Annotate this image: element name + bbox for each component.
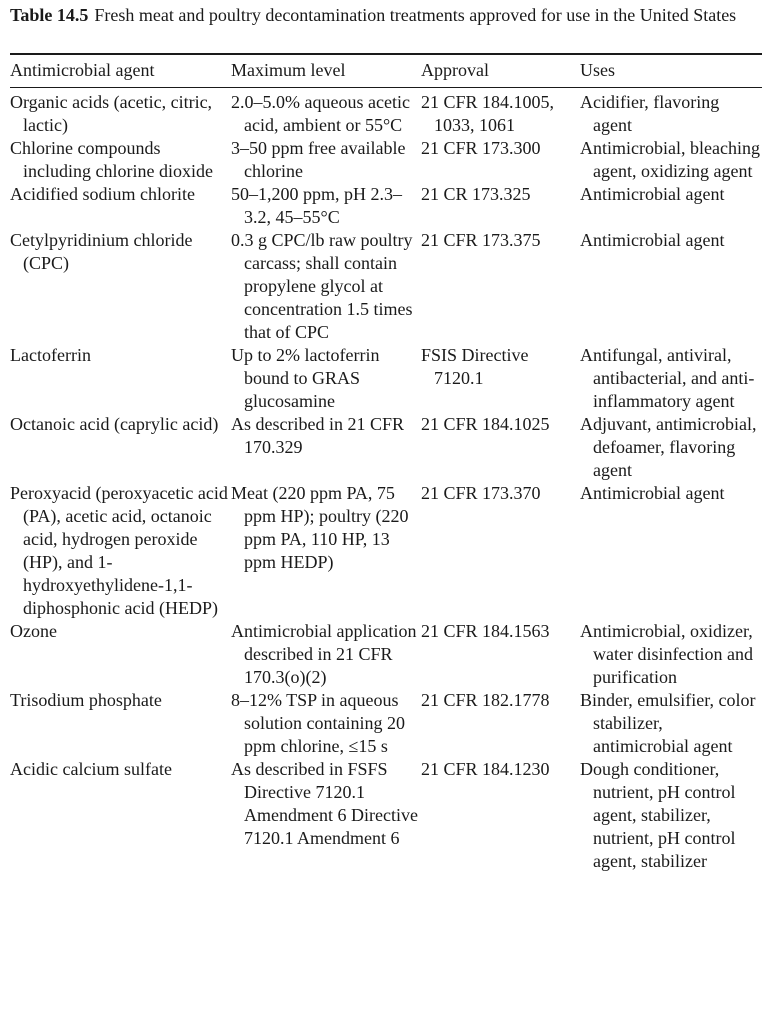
cell-agent: Chlorine compounds including chlorine dioxide — [10, 138, 213, 181]
cell-agent: Acidified sodium chlorite — [10, 184, 195, 204]
cell-agent: Cetylpyridinium chloride (CPC) — [10, 230, 193, 273]
cell-level: 0.3 g CPC/lb raw poultry carcass; shall contain propylene glycol at concentration 1.5 times that of CPC — [231, 230, 413, 342]
cell-level: 50–1,200 ppm, pH 2.3–3.2, 45–55°C — [231, 184, 402, 227]
cell-approval: 21 CR 173.325 — [421, 184, 531, 204]
table-row — [10, 183, 762, 229]
cell-agent: Organic acids (acetic, citric, lactic) — [10, 92, 213, 135]
table-page — [10, 0, 762, 1017]
cell-approval: FSIS Directive 7120.1 — [421, 345, 529, 388]
cell-approval: 21 CFR 173.370 — [421, 483, 541, 503]
cell-level: Up to 2% lactoferrin bound to GRAS glucosamine — [231, 345, 380, 411]
cell-level: Meat (220 ppm PA, 75 ppm HP); poultry (220 ppm PA, 110 HP, 13 ppm HEDP) — [231, 483, 409, 572]
table-row — [10, 689, 762, 758]
table-caption — [10, 4, 762, 27]
cell-uses: Antimicrobial agent — [580, 483, 725, 503]
cell-uses: Binder, emulsifier, color stabilizer, antimicrobial agent — [580, 690, 756, 756]
cell-approval: 21 CFR 173.375 — [421, 230, 541, 250]
cell-approval: 21 CFR 173.300 — [421, 138, 541, 158]
table-row — [10, 413, 762, 482]
table-row — [10, 344, 762, 413]
table-row — [10, 137, 762, 183]
table-row — [10, 620, 762, 689]
top-rule — [10, 53, 762, 55]
table-row — [10, 91, 762, 137]
cell-uses: Antifungal, antiviral, antibacterial, and anti-inflammatory agent — [580, 345, 755, 411]
cell-uses: Antimicrobial, bleaching agent, oxidizing agent — [580, 138, 760, 181]
header-uses: Uses — [580, 60, 615, 80]
cell-agent: Lactoferrin — [10, 345, 91, 365]
cell-level: 3–50 ppm free available chlorine — [231, 138, 406, 181]
cell-agent: Ozone — [10, 621, 57, 641]
cell-agent: Peroxyacid (peroxyacetic acid (PA), acetic acid, octanoic acid, hydrogen peroxide (HP), and 1-hydroxyethylidene-1,1-diphosphonic acid (HEDP) — [10, 483, 228, 618]
cell-approval: 21 CFR 184.1563 — [421, 621, 550, 641]
table-row — [10, 482, 762, 620]
cell-level: 8–12% TSP in aqueous solution containing 20 ppm chlorine, ≤15 s — [231, 690, 405, 756]
table-number: Table 14.5 — [10, 5, 89, 25]
cell-approval: 21 CFR 184.1025 — [421, 414, 550, 434]
table-title: Fresh meat and poultry decontamination treatments approved for use in the United States — [94, 5, 737, 25]
cell-uses: Antimicrobial, oxidizer, water disinfection and purification — [580, 621, 753, 687]
header-rule — [10, 87, 762, 88]
cell-level: 2.0–5.0% aqueous acetic acid, ambient or 55°C — [231, 92, 410, 135]
cell-agent: Acidic calcium sulfate — [10, 759, 172, 779]
cell-agent: Trisodium phosphate — [10, 690, 162, 710]
cell-uses: Antimicrobial agent — [580, 184, 725, 204]
cell-approval: 21 CFR 182.1778 — [421, 690, 550, 710]
header-level: Maximum level — [231, 60, 346, 80]
cell-agent: Octanoic acid (caprylic acid) — [10, 414, 219, 434]
cell-uses: Acidifier, flavoring agent — [580, 92, 720, 135]
cell-uses: Antimicrobial agent — [580, 230, 725, 250]
data-table — [10, 91, 762, 873]
table-row — [10, 229, 762, 344]
cell-uses: Dough conditioner, nutrient, pH control agent, stabilizer, nutrient, pH control agent, stabilizer — [580, 759, 736, 871]
cell-level: As described in 21 CFR 170.329 — [231, 414, 404, 457]
header-agent: Antimicrobial agent — [10, 60, 155, 80]
header-approval: Approval — [421, 60, 489, 80]
cell-approval: 21 CFR 184.1005, 1033, 1061 — [421, 92, 555, 135]
cell-uses: Adjuvant, antimicrobial, defoamer, flavoring agent — [580, 414, 757, 480]
table-row — [10, 758, 762, 873]
cell-approval: 21 CFR 184.1230 — [421, 759, 550, 779]
cell-level: As described in FSFS Directive 7120.1 Amendment 6 Directive 7120.1 Amendment 6 — [231, 759, 418, 848]
cell-level: Antimicrobial application described in 21 CFR 170.3(o)(2) — [231, 621, 417, 687]
